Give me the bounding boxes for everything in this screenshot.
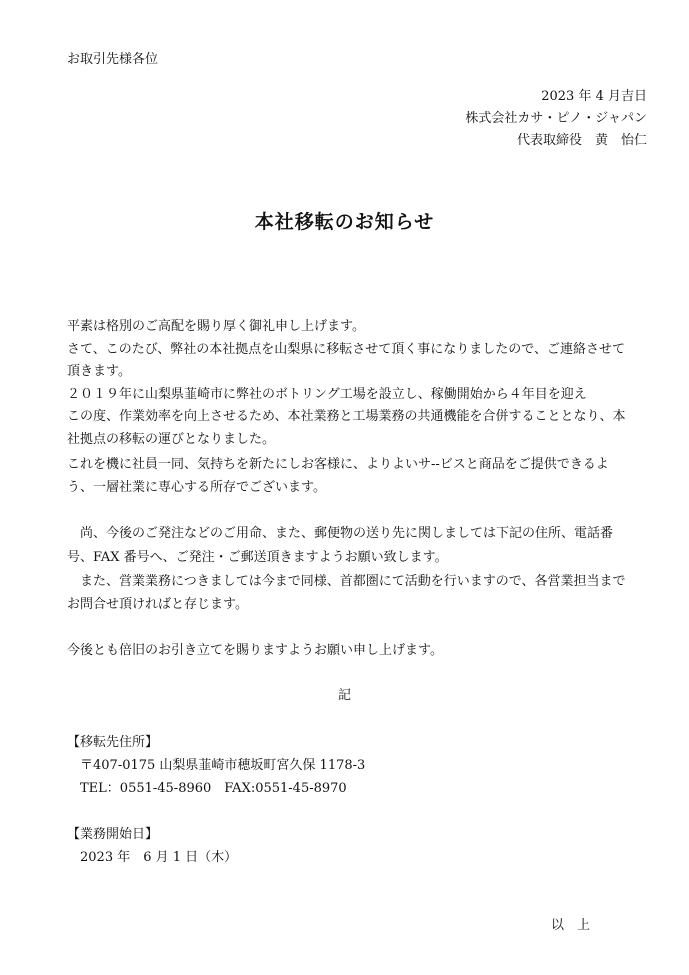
phone-fax-text: TEL：0551-45-8960 FAX:0551-45-8970 [80,781,347,796]
representative-name: 代表取締役 黄 怡仁 [516,133,647,148]
body-line-3: 頂きます。 [67,364,131,379]
company-name: 株式会社カサ・ピノ・ジャパン [465,111,647,126]
body-line-12: お問合せ頂ければと存じます。 [67,597,248,612]
body-line-11: また、営業業務につきましては今まで同様、首都圏にて活動を行いますので、各営業担当まで [67,574,626,589]
body-line-9: 尚、今後のご発注などのご用命、また、郵便物の送り先に関しましては下記の住所、電話番 [67,526,614,541]
letter-date: 2023 年 4 月吉日 [541,89,647,104]
address-text: 〒407-0175 山梨県韮崎市穂坂町宮久保 1178-3 [80,758,366,773]
start-date: 2023 年 6 月 1 日（木） [80,850,238,865]
body-line-1: 平素は格別のご高配を賜り厚く御礼申し上げます。 [67,319,365,334]
page-title: 本社移転のお知らせ [254,211,435,233]
body-line-6: 社拠点の移転の運びとなりました。 [67,432,276,447]
body-line-8: う、一層社業に専心する所存でございます。 [67,480,326,495]
addressee: お取引先様各位 [67,52,159,67]
address-heading: 【移転先住所】 [67,735,159,750]
ki-marker: 記 [337,688,351,703]
body-line-2: さて、このたび、弊社の本社拠点を山梨県に移転させて頂く事になりましたので、ご連絡させて [67,342,625,357]
start-heading: 【業務開始日】 [67,827,159,842]
body-line-7: これを機に社員一同、気持ちを新たにしお客様に、よりよいサ--ビスと商品をご提供できるよ [67,457,609,472]
body-line-5: この度、作業効率を向上させるため、本社業務と工場業務の共通機能を合併することとなり、本 [67,409,626,424]
body-line-13: 今後とも倍旧のお引き立てを賜りますようお願い申し上げます。 [67,643,443,658]
body-line-4: ２０１９年に山梨県韮崎市に弊社のボトリング工場を設立し、稼働開始から４年目を迎え [67,387,587,402]
closing-text: 以 上 [551,918,591,933]
body-line-10: 号、FAX 番号へ、ご発注・ご郵送頂きますようお願い致します。 [67,550,448,565]
